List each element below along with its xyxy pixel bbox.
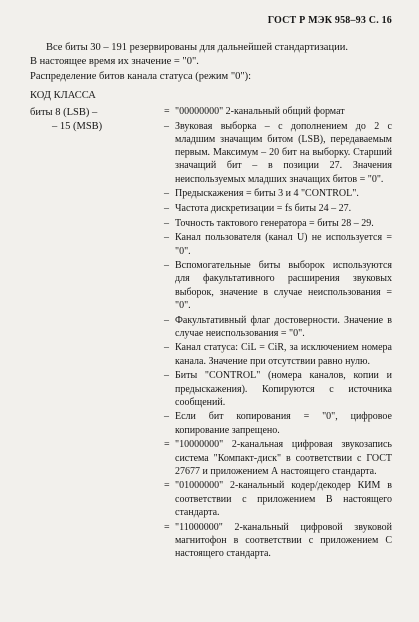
item-marker: –	[164, 370, 169, 382]
item-marker: –	[164, 217, 169, 229]
item-text: Предыскажения = биты 3 и 4 "CONTROL".	[175, 188, 359, 200]
item-marker: –	[164, 314, 169, 326]
item-text: Факультативный флаг достоверности. Значение в случае неиспользования = "0".	[175, 314, 392, 339]
list-item	[164, 341, 392, 367]
item-marker: =	[164, 480, 170, 492]
intro-line-2: В настоящее время их значение = "0".	[30, 56, 199, 67]
code-class-heading: КОД КЛАССА	[30, 90, 96, 101]
item-text: "10000000" 2-канальная цифровая звукозапись система "Компакт-диск" в соответствии с ГОСТ 27677 и приложением А настоящего стандарта.	[175, 439, 392, 477]
list-item	[164, 410, 392, 436]
item-text: "01000000" 2-канальный кодер/декодер КИМ в соответствии с приложением В настоящего стандарта.	[175, 480, 392, 518]
list-item	[164, 105, 392, 118]
page-header: ГОСТ Р МЭК 958–93 С. 16	[267, 15, 392, 26]
list-item	[164, 202, 392, 215]
list-item	[164, 314, 392, 340]
item-marker: =	[164, 521, 170, 533]
item-text: Звуковая выборка – с дополнением до 2 с младшим значащим битом (LSB), передаваемым первым. Максимум – 20 бит на выборку. Старший значащий бит – в позиции 27. Значения неиспользуемых младших значащих битов = "0".	[175, 120, 392, 185]
bit-description-list	[164, 105, 392, 562]
item-marker: –	[164, 188, 169, 200]
list-item	[164, 187, 392, 200]
bits-label-line-1: биты 8 (LSB) –	[30, 107, 98, 118]
list-item	[164, 521, 392, 561]
bits-label-line-2: – 15 (MSB)	[52, 121, 103, 132]
item-marker: –	[164, 342, 169, 354]
item-marker: –	[164, 120, 169, 132]
list-item	[164, 369, 392, 409]
item-marker: –	[164, 260, 169, 272]
list-item	[164, 438, 392, 478]
list-item	[164, 479, 392, 519]
item-marker: –	[164, 411, 169, 423]
item-text: Если бит копирования = "0", цифровое копирование запрещено.	[175, 411, 392, 436]
item-text: Биты "CONTROL" (номера каналов, копии и предыскажения). Копируются с источника сообщений.	[175, 370, 392, 408]
distribution-title: Распределение битов канала статуса (режим "0"):	[30, 71, 252, 82]
item-text: Канал пользователя (канал U) не используется = "0".	[175, 232, 392, 257]
item-text: "11000000" 2-канальный цифровой звуковой магнитофон в соответствии с приложением С настоящего стандарта.	[175, 521, 392, 559]
item-text: Точность тактового генератора = биты 28 – 29.	[175, 217, 374, 229]
list-item	[164, 231, 392, 257]
list-item	[164, 259, 392, 312]
item-marker: –	[164, 202, 169, 214]
item-marker: =	[164, 106, 170, 117]
list-item	[164, 217, 392, 230]
item-marker: =	[164, 439, 170, 451]
item-text: "00000000" 2-канальный общий формат	[175, 106, 345, 117]
list-item	[164, 120, 392, 186]
item-text: Канал статуса: CiL = CiR, за исключением номера канала. Значение при отсутствии равно нулю.	[175, 342, 392, 367]
item-marker: –	[164, 232, 169, 244]
item-text: Вспомогательные биты выборок используются для факультативного расширения звуковых выборок, значение в случае неиспользования = "0".	[175, 260, 392, 311]
item-text: Частота дискретизации = fs биты 24 – 27.	[175, 202, 352, 214]
intro-line-1: Все биты 30 – 191 резервированы для дальнейшей стандартизации.	[46, 42, 348, 53]
